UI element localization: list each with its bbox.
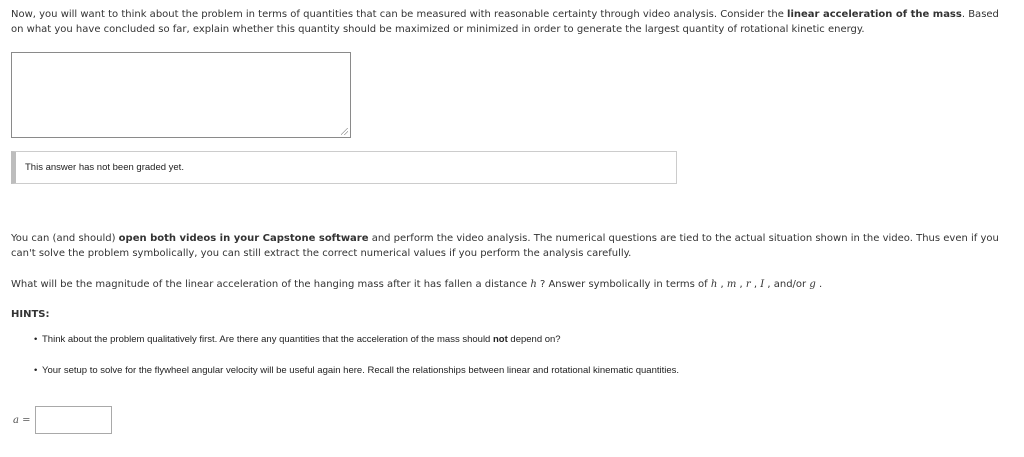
hint-item: • Your setup to solve for the flywheel angular velocity will be useful again here. Recall the relationships between linear and rotational kinematic quantities. bbox=[34, 365, 680, 376]
answer-label: a = bbox=[13, 415, 31, 426]
answer-textarea[interactable] bbox=[11, 52, 351, 138]
question-1-bold: linear acceleration of the mass bbox=[787, 9, 962, 20]
bullet-icon: • bbox=[34, 334, 38, 345]
grade-status-box bbox=[11, 151, 677, 184]
question-1-text: Now, you will want to think about the problem in terms of quantities that can be measured with reasonable certainty through video analysis. Consider the linear acceleration of the mass. Based on what you have concluded so far, explain whether this quantity should be maximized or minimized in order to generate the largest quantity of rotational kinetic energy. bbox=[11, 9, 999, 35]
bullet-icon: • bbox=[34, 365, 38, 376]
acceleration-input[interactable] bbox=[35, 406, 112, 434]
resize-grip-icon[interactable] bbox=[341, 128, 348, 135]
question-2-text: What will be the magnitude of the linear acceleration of the hanging mass after it has fallen a distance h ? Answer symbolically in terms of h , m , r , I , and/or g . bbox=[11, 279, 823, 290]
intro-text: You can (and should) open both videos in your Capstone software and perform the video analysis. The numerical questions are tied to the actual situation shown in the video. Thus even if you can't solve the problem symbolically, you can still extract the correct numerical values if you perform the analysis carefully. bbox=[11, 233, 999, 259]
hints-heading: HINTS: bbox=[11, 309, 50, 320]
var-h: h bbox=[530, 279, 537, 290]
intro-bold: open both videos in your Capstone software bbox=[118, 233, 369, 244]
hint-item: • Think about the problem qualitatively first. Are there any quantities that the acceleration of the mass should not depend on? bbox=[34, 334, 561, 345]
grade-status-text: This answer has not been graded yet. bbox=[25, 162, 184, 173]
